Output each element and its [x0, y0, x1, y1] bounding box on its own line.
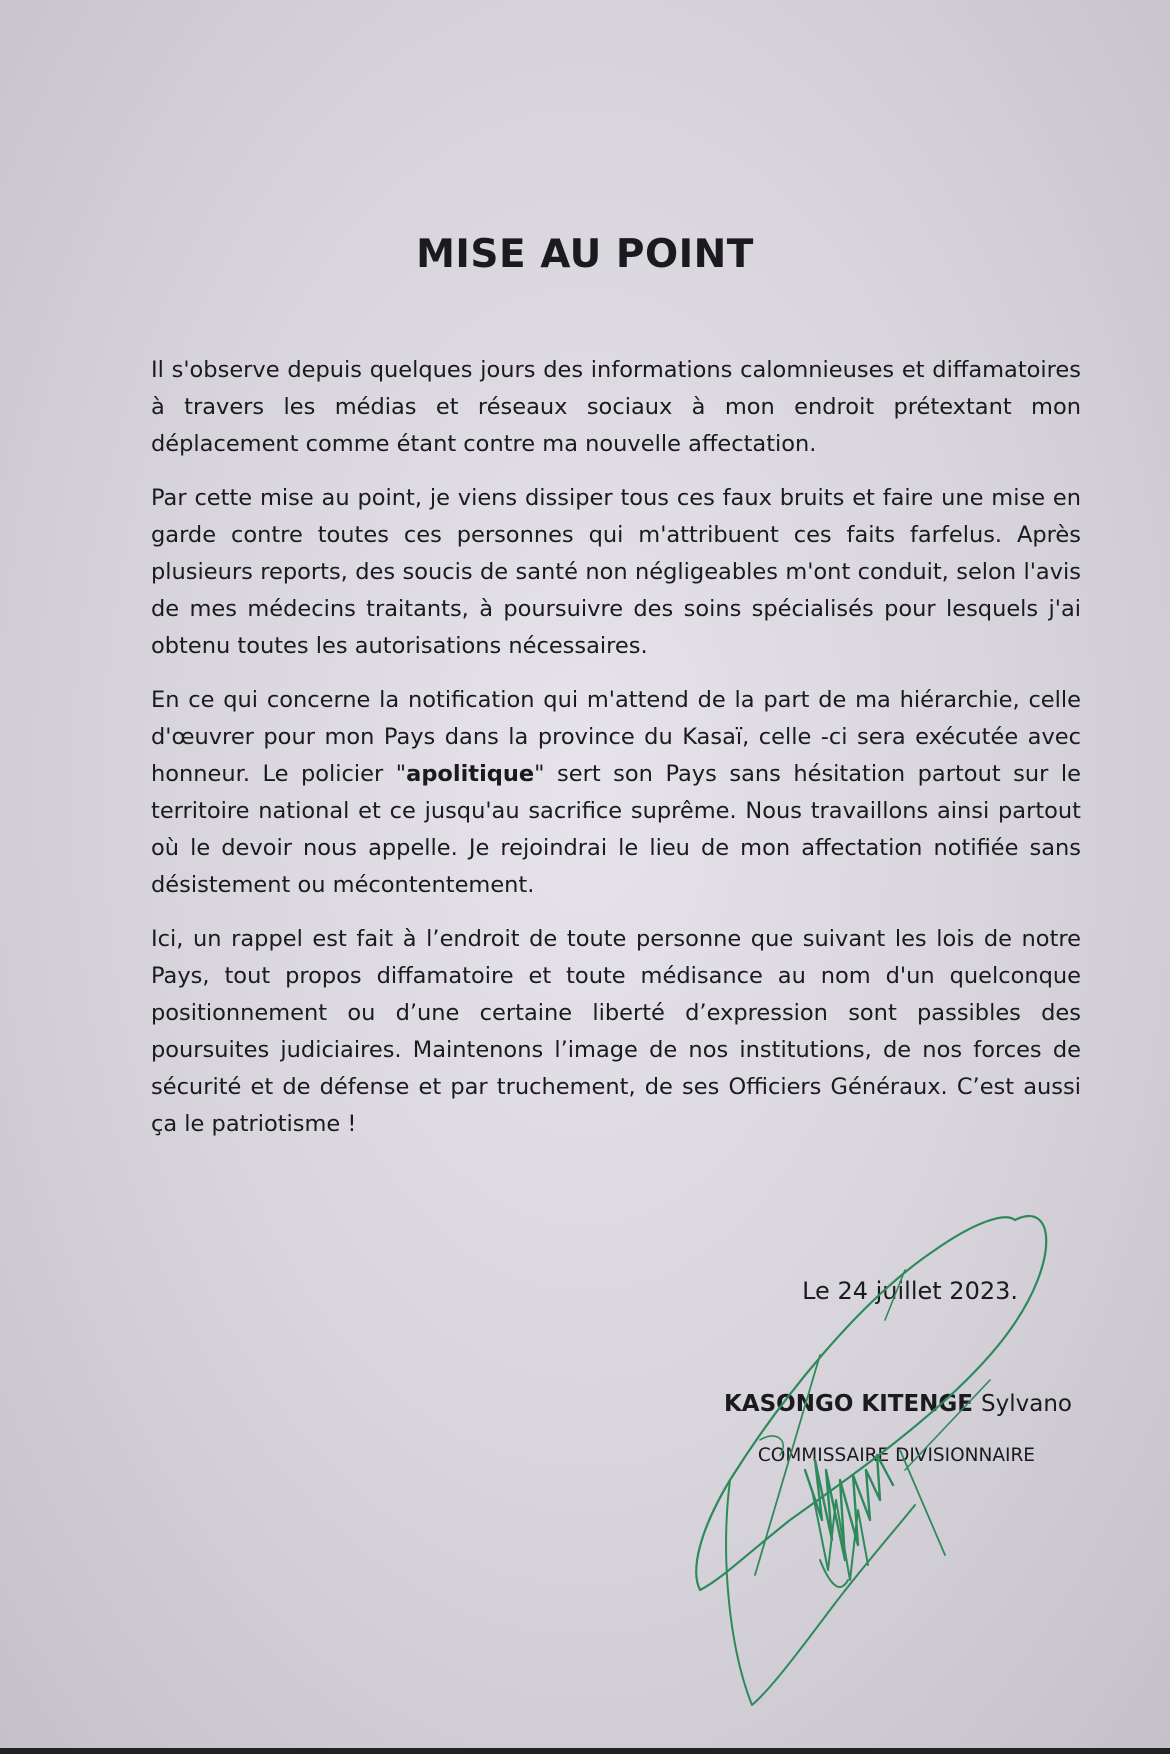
emphasis-apolitique: apolitique — [406, 761, 535, 787]
paragraph-3-part-1: En ce qui concerne la notification qui m'attend de la part de ma hiérarchie, celle d'œuvrer pour mon Pays dans la province du Kasaï, celle -ci sera exécutée avec honneur. Le policier " — [151, 687, 1081, 787]
paragraph-2: Par cette mise au point, je viens dissiper tous ces faux bruits et faire une mise en garde contre toutes ces personnes qui m'attribuent ces faits farfelus. Après plusieurs reports, des soucis de santé non négligeables m'ont conduit, selon l'avis de mes médecins traitants, à poursuivre des soins spécialisés pour lesquels j'ai obtenu toutes les autorisations nécessaires. — [151, 485, 1081, 659]
paragraph-4: Ici, un rappel est fait à l’endroit de toute personne que suivant les lois de notre Pays, tout propos diffamatoire et toute médisance au nom d'un quelconque positionnement ou d’une certaine liberté d’expression sont passibles des poursuites judiciaires. Maintenons l’image de nos institutions, de nos forces de sécurité et de défense et par truchement, de ses Officiers Généraux. C’est aussi ça le patriotisme ! — [151, 926, 1081, 1137]
signatory-surname: KASONGO KITENGE — [723, 1391, 974, 1417]
signatory-given-name: Sylvano — [981, 1391, 1072, 1417]
signatory-rank: COMMISSAIRE DIVISIONNAIRE — [757, 1445, 1035, 1466]
document-body — [151, 352, 1081, 1160]
paragraph-3-part-2: " sert son Pays sans hésitation partout sur le territoire national et ce jusqu'au sacrifice suprême. Nous travaillons ainsi partout où le devoir nous appelle. Je rejoindrai le lieu de mon affectation notifiée sans désistement ou mécontentement. — [151, 761, 1082, 898]
document-title: MISE AU POINT — [416, 232, 754, 277]
signatory-name — [724, 1391, 1072, 1417]
page-bottom-edge — [0, 1748, 1170, 1754]
paragraph-1: Il s'observe depuis quelques jours des informations calomnieuses et diffamatoires à travers les médias et réseaux sociaux à mon endroit prétextant mon déplacement comme étant contre ma nouvelle affectation. — [151, 357, 1081, 457]
document-date: Le 24 juillet 2023. — [802, 1277, 1018, 1305]
paragraph-3 — [151, 682, 1081, 904]
